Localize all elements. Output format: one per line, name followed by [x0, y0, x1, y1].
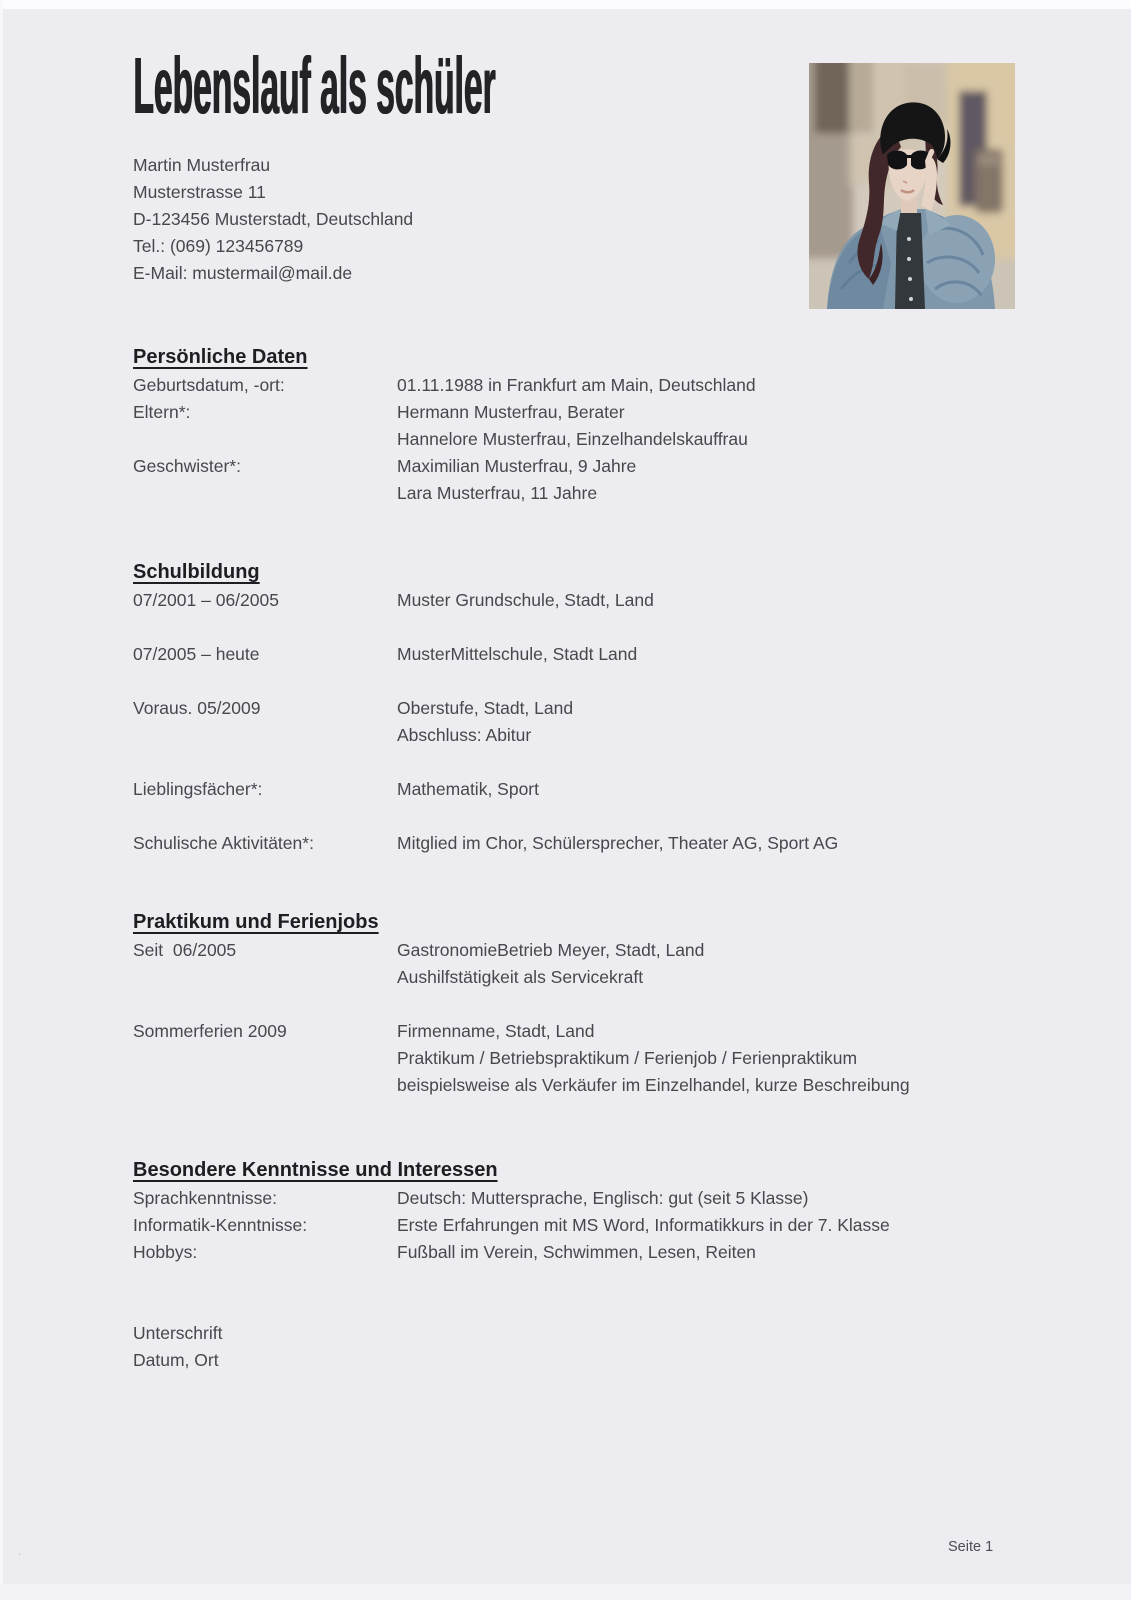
row-label: Sommerferien 2009	[133, 1021, 287, 1041]
resume-row	[133, 695, 1018, 749]
contact-email: E-Mail: mustermail@mail.de	[133, 263, 353, 283]
resume-row	[133, 1239, 1018, 1266]
row-value: Aushilfstätigkeit als Servicekraft	[397, 967, 644, 987]
scan-edge-bottom	[0, 1584, 1131, 1600]
resume-row	[133, 587, 1018, 614]
row-value: Erste Erfahrungen mit MS Word, Informatikkurs in der 7. Klasse	[397, 1215, 890, 1235]
resume-row	[133, 399, 1018, 453]
row-label: Seit 06/2005	[133, 940, 237, 960]
document-body	[133, 0, 1018, 1374]
row-value: Mathematik, Sport	[397, 779, 539, 799]
row-value: Oberstufe, Stadt, Land	[397, 698, 574, 718]
row-label: Voraus. 05/2009	[133, 698, 261, 718]
row-value: MusterMittelschule, Stadt Land	[397, 644, 638, 664]
row-value: Deutsch: Muttersprache, Englisch: gut (seit 5 Klasse)	[397, 1188, 809, 1208]
row-value: Muster Grundschule, Stadt, Land	[397, 590, 654, 610]
row-value: beispielsweise als Verkäufer im Einzelhandel, kurze Beschreibung	[397, 1075, 910, 1095]
row-value: Hermann Musterfrau, Berater	[397, 402, 625, 422]
row-value: GastronomieBetrieb Meyer, Stadt, Land	[397, 940, 705, 960]
row-label: Schulische Aktivitäten*:	[133, 833, 314, 853]
section-heading: Praktikum und Ferienjobs	[133, 911, 379, 933]
row-label: Geschwister*:	[133, 456, 241, 476]
resume-row	[133, 937, 1018, 991]
resume-row	[133, 830, 1018, 857]
resume-row	[133, 372, 1018, 399]
row-value: Abschluss: Abitur	[397, 725, 532, 745]
section-internships	[133, 907, 1018, 1099]
row-value: Firmenname, Stadt, Land	[397, 1021, 595, 1041]
row-label: Eltern*:	[133, 402, 191, 422]
row-value: Fußball im Verein, Schwimmen, Lesen, Reiten	[397, 1242, 756, 1262]
row-label: Lieblingsfächer*:	[133, 779, 263, 799]
contact-block	[133, 152, 1018, 287]
row-label: 07/2001 – 06/2005	[133, 590, 279, 610]
resume-row	[133, 1018, 1018, 1099]
section-heading: Persönliche Daten	[133, 346, 308, 368]
row-value: Lara Musterfrau, 11 Jahre	[397, 483, 598, 503]
section-personal-data	[133, 342, 1018, 507]
section-education	[133, 557, 1018, 857]
contact-phone: Tel.: (069) 123456789	[133, 236, 304, 256]
scan-artifact-dot: .	[18, 1546, 22, 1558]
scan-edge-left	[0, 0, 3, 1600]
section-heading: Schulbildung	[133, 561, 260, 583]
row-value: Praktikum / Betriebspraktikum / Ferienjob / Ferienpraktikum	[397, 1048, 858, 1068]
resume-row	[133, 776, 1018, 803]
resume-row	[133, 641, 1018, 668]
contact-city: D-123456 Musterstadt, Deutschland	[133, 209, 414, 229]
resume-row	[133, 453, 1018, 507]
page-title: Lebenslauf als schüler	[133, 41, 496, 130]
signature-block	[133, 1320, 1018, 1374]
contact-name: Martin Musterfrau	[133, 155, 271, 175]
page-number: Seite 1	[948, 1539, 994, 1555]
section-heading: Besondere Kenntnisse und Interessen	[133, 1159, 498, 1181]
signature-label: Unterschrift	[133, 1323, 223, 1343]
row-label: Geburtsdatum, -ort:	[133, 375, 285, 395]
resume-row	[133, 1185, 1018, 1212]
row-value: Hannelore Musterfrau, Einzelhandelskauffrau	[397, 429, 748, 449]
signature-date-place: Datum, Ort	[133, 1350, 219, 1370]
row-label: Hobbys:	[133, 1242, 198, 1262]
row-label: Sprachkenntnisse:	[133, 1188, 277, 1208]
contact-street: Musterstrasse 11	[133, 182, 266, 202]
section-skills	[133, 1155, 1018, 1266]
row-value: Maximilian Musterfrau, 9 Jahre	[397, 456, 637, 476]
resume-row	[133, 1212, 1018, 1239]
row-label: Informatik-Kenntnisse:	[133, 1215, 308, 1235]
row-value: 01.11.1988 in Frankfurt am Main, Deutschland	[397, 375, 756, 395]
row-label: 07/2005 – heute	[133, 644, 260, 664]
row-value: Mitglied im Chor, Schülersprecher, Theater AG, Sport AG	[397, 833, 839, 853]
